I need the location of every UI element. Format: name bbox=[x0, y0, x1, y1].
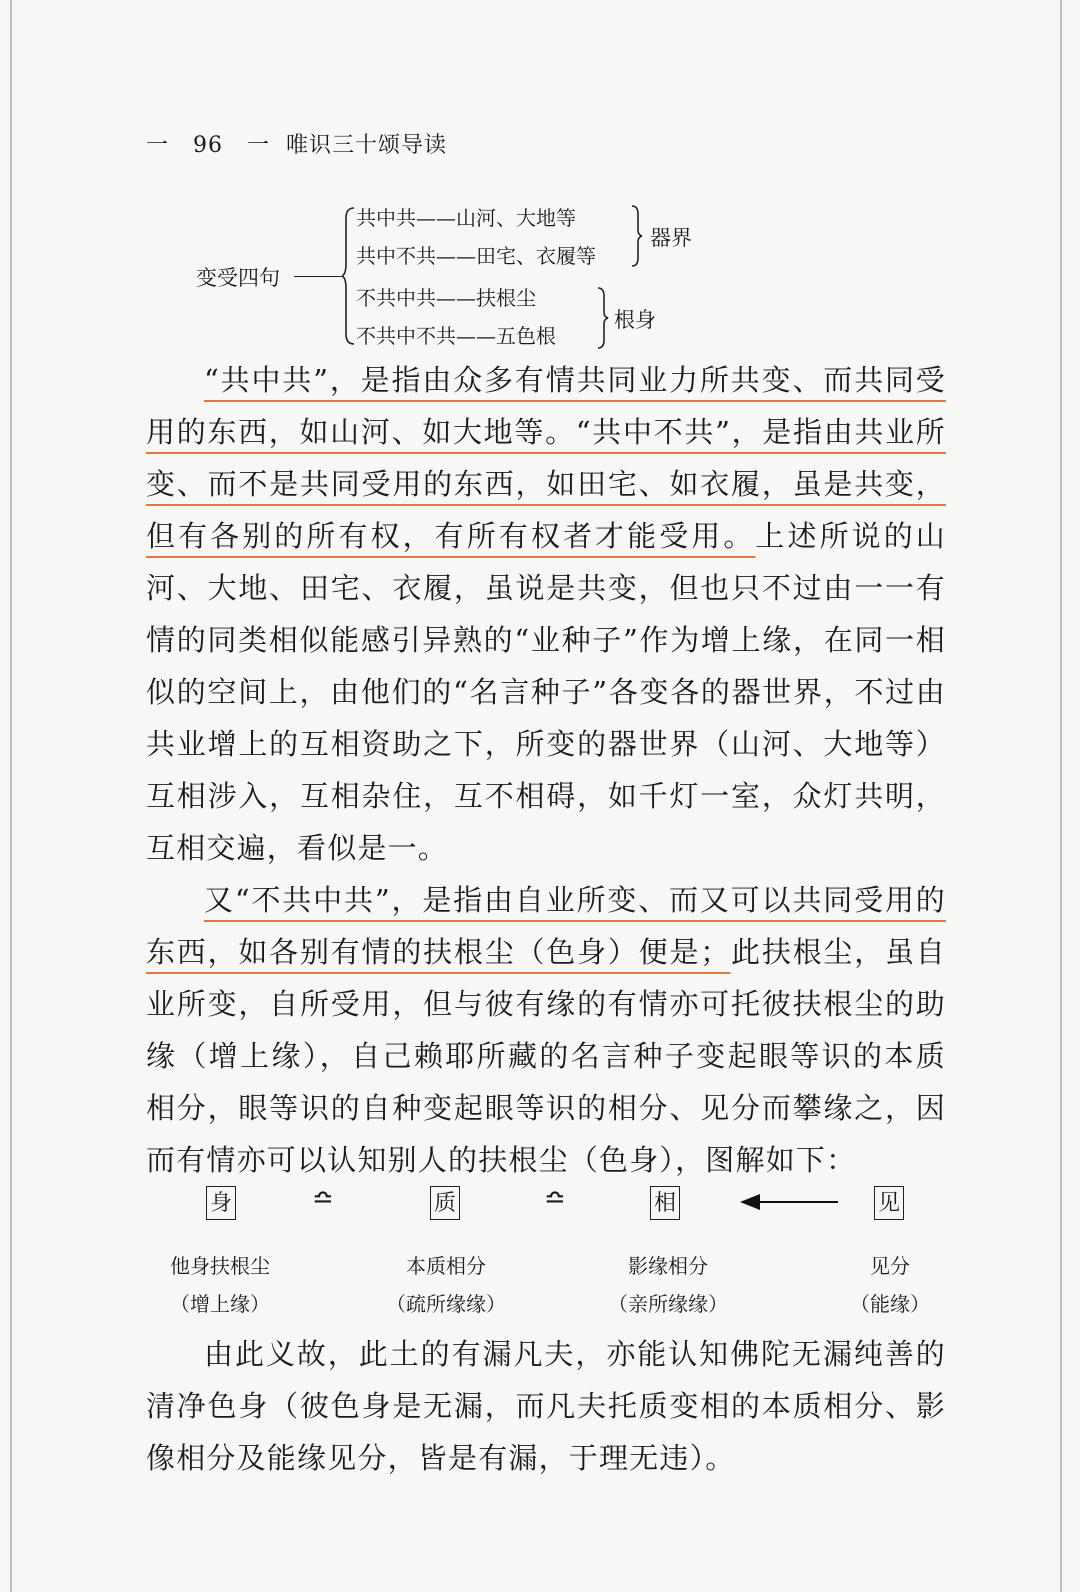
diagram-equivalence-2: ≏ bbox=[544, 1184, 566, 1214]
caption-2-line1: 本质相分 bbox=[406, 1254, 486, 1278]
header-dash-right: 一 bbox=[247, 133, 271, 158]
tree-item-2: 共中不共——田宅、衣履等 bbox=[356, 244, 596, 268]
diagram-box-shen: 身 bbox=[206, 1186, 236, 1220]
caption-1-line2: （增上缘） bbox=[170, 1292, 270, 1316]
caption-4-line2: （能缘） bbox=[850, 1292, 930, 1316]
underlined-passage-1: “共中共”，是指由众多有情共同业力所共变、而共同受用的东西，如山河、如大地等。“共中不共”，是指由共业所变、而不是共同受用的东西，如田宅、如衣履，虽是共变，但有各别的所有权，有所有权者才能受用。 bbox=[146, 363, 946, 553]
header-dash-left: 一 bbox=[146, 133, 170, 158]
body-section-1 bbox=[146, 354, 946, 1186]
group-label-qijie: 器界 bbox=[650, 226, 692, 250]
caption-4-line1: 见分 bbox=[870, 1254, 910, 1278]
body-section-2 bbox=[146, 1328, 946, 1484]
tree-item-3: 不共中共——扶根尘 bbox=[356, 286, 536, 310]
group-label-genshen: 根身 bbox=[614, 308, 656, 332]
right-brace-lower bbox=[596, 286, 610, 350]
diagram-box-zhi: 质 bbox=[430, 1186, 460, 1220]
tree-root-label: 变受四句 bbox=[196, 266, 280, 290]
arrow-shaft bbox=[756, 1201, 838, 1203]
caption-3-line2: （亲所缘缘） bbox=[608, 1292, 728, 1316]
paragraph-1 bbox=[146, 354, 946, 874]
tree-connector-line bbox=[294, 276, 342, 277]
caption-2-line2: （疏所缘缘） bbox=[386, 1292, 506, 1316]
tree-item-4: 不共中不共——五色根 bbox=[356, 324, 556, 348]
running-header bbox=[146, 128, 447, 159]
right-brace-upper bbox=[630, 204, 644, 268]
paragraph-3: 由此义故，此土的有漏凡夫，亦能认知佛陀无漏纯善的清净色身（彼色身是无漏，而凡夫托质变相的本质相分、影像相分及能缘见分，皆是有漏，于理无违）。 bbox=[146, 1337, 946, 1475]
paragraph-2 bbox=[146, 874, 946, 1186]
caption-3-line1: 影缘相分 bbox=[628, 1254, 708, 1278]
paragraph-1-rest: 上述所说的山河、大地、田宅、衣履，虽说是共变，但也只不过由一一有情的同类相似能感引异熟的“业种子”作为增上缘，在同一相似的空间上，由他们的“名言种子”各变各的器世界，不过由共业增上的互相资助之下，所变的器世界（山河、大地等）互相涉入，互相杂住，互不相碍，如千灯一室，众灯共明，互相交遍，看似是一。 bbox=[146, 519, 946, 865]
diagram-equivalence-1: ≏ bbox=[312, 1184, 334, 1214]
book-title: 唯识三十颂导读 bbox=[286, 133, 448, 158]
diagram-box-jian: 见 bbox=[874, 1186, 904, 1220]
paragraph-2-rest: 此扶根尘，虽自业所变，自所受用，但与彼有缘的有情亦可托彼扶根尘的助缘（增上缘），自己赖耶所藏的名言种子变起眼等识的本质相分，眼等识的自种变起眼等识的相分、见分而攀缘之，因而有情亦可以认知别人的扶根尘（色身），图解如下： bbox=[146, 935, 946, 1177]
tree-item-1: 共中共——山河、大地等 bbox=[356, 206, 576, 230]
diagram-box-xiang: 相 bbox=[650, 1186, 680, 1220]
page-number: 96 bbox=[193, 133, 224, 158]
cognition-diagram bbox=[150, 1180, 950, 1340]
underlined-passage-2: 又“不共中共”，是指由自业所变、而又可以共同受用的东西，如各别有情的扶根尘（色身）便是； bbox=[146, 883, 946, 969]
caption-1-line1: 他身扶根尘 bbox=[170, 1254, 270, 1278]
tree-left-brace bbox=[342, 206, 356, 346]
